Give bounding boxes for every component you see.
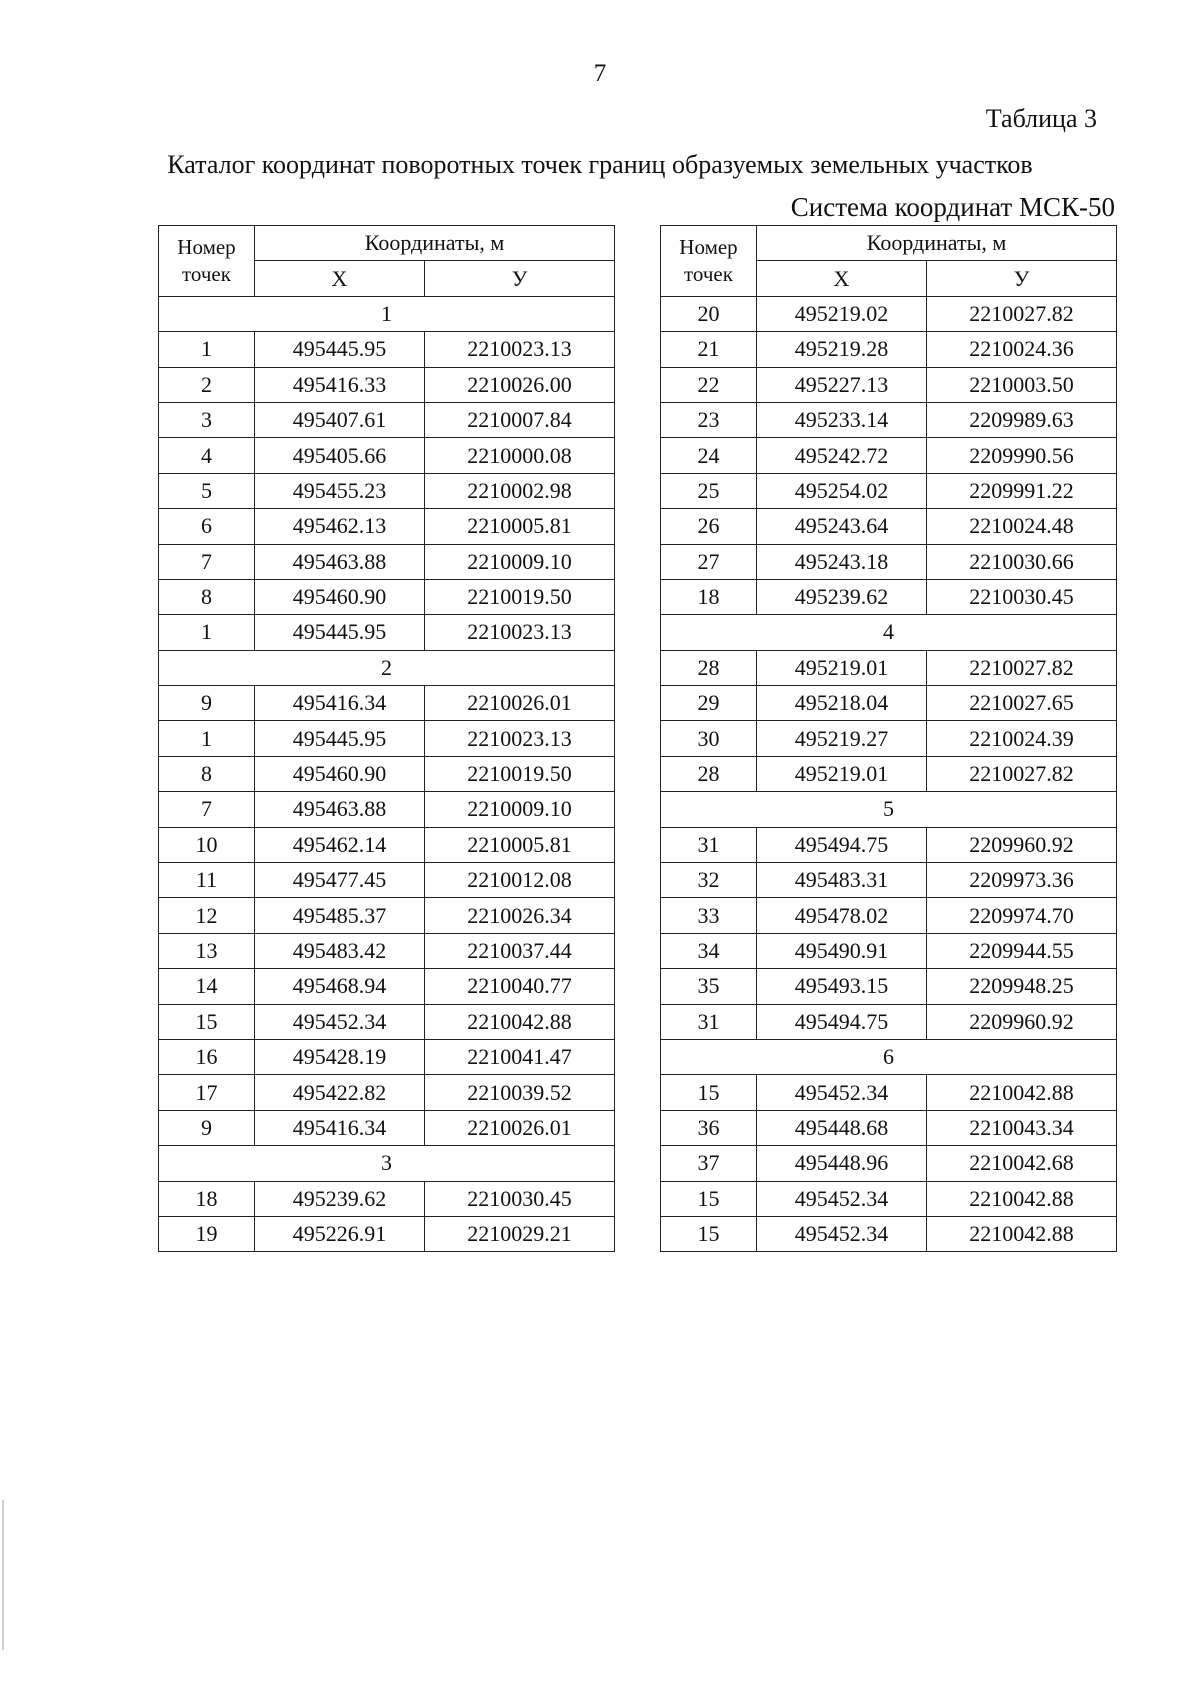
parcel-number: 5 — [661, 792, 1117, 827]
document-title: Каталог координат поворотных точек границ образуемых земельных участков — [167, 150, 1033, 179]
table-row — [159, 402, 615, 437]
x-coordinate-cell: 495452.34 — [255, 1004, 425, 1039]
parcel-group-row — [159, 1146, 615, 1181]
point-number-cell: 31 — [661, 1004, 757, 1039]
x-coordinate-cell: 495483.42 — [255, 933, 425, 968]
point-number-cell: 2 — [159, 367, 255, 402]
point-number-cell: 29 — [661, 686, 757, 721]
point-number-cell: 13 — [159, 933, 255, 968]
table-row — [661, 1146, 1117, 1181]
x-coordinate-cell: 495243.64 — [757, 509, 927, 544]
y-coordinate-cell: 2209989.63 — [927, 402, 1117, 437]
y-coordinate-cell: 2210002.98 — [425, 473, 615, 508]
table-row — [661, 756, 1117, 791]
x-coordinate-cell: 495422.82 — [255, 1075, 425, 1110]
parcel-number: 2 — [159, 650, 615, 685]
point-number-cell: 3 — [159, 402, 255, 437]
point-number-cell: 19 — [159, 1216, 255, 1251]
point-number-cell: 14 — [159, 969, 255, 1004]
x-coordinate-cell: 495494.75 — [757, 827, 927, 862]
x-coordinate-cell: 495416.34 — [255, 1110, 425, 1145]
point-number-cell: 5 — [159, 473, 255, 508]
point-number-cell: 28 — [661, 650, 757, 685]
x-coordinate-cell: 495239.62 — [255, 1181, 425, 1216]
parcel-number: 1 — [159, 296, 615, 331]
table-row — [661, 296, 1117, 331]
header-x: Х — [757, 261, 927, 296]
y-coordinate-cell: 2210026.34 — [425, 898, 615, 933]
table-row — [159, 863, 615, 898]
y-coordinate-cell: 2210042.88 — [927, 1216, 1117, 1251]
point-number-cell: 6 — [159, 509, 255, 544]
parcel-group-row — [661, 792, 1117, 827]
point-number-cell: 11 — [159, 863, 255, 898]
x-coordinate-cell: 495445.95 — [255, 332, 425, 367]
x-coordinate-cell: 495493.15 — [757, 969, 927, 1004]
table-row — [661, 1004, 1117, 1039]
coordinates-table-left — [158, 225, 615, 1252]
x-coordinate-cell: 495452.34 — [757, 1075, 927, 1110]
x-coordinate-cell: 495219.28 — [757, 332, 927, 367]
header-point-number: Номер точек — [661, 226, 757, 297]
x-coordinate-cell: 495460.90 — [255, 756, 425, 791]
y-coordinate-cell: 2210009.10 — [425, 792, 615, 827]
table-row — [159, 1039, 615, 1074]
y-coordinate-cell: 2210012.08 — [425, 863, 615, 898]
point-number-cell: 37 — [661, 1146, 757, 1181]
x-coordinate-cell: 495448.68 — [757, 1110, 927, 1145]
point-number-cell: 7 — [159, 544, 255, 579]
y-coordinate-cell: 2209973.36 — [927, 863, 1117, 898]
table-row — [661, 721, 1117, 756]
y-coordinate-cell: 2209991.22 — [927, 473, 1117, 508]
y-coordinate-cell: 2210039.52 — [425, 1075, 615, 1110]
y-coordinate-cell: 2210030.45 — [927, 579, 1117, 614]
x-coordinate-cell: 495445.95 — [255, 615, 425, 650]
x-coordinate-cell: 495239.62 — [757, 579, 927, 614]
y-coordinate-cell: 2210029.21 — [425, 1216, 615, 1251]
table-row — [661, 579, 1117, 614]
table-row — [159, 756, 615, 791]
point-number-cell: 26 — [661, 509, 757, 544]
table-row — [159, 1004, 615, 1039]
x-coordinate-cell: 495477.45 — [255, 863, 425, 898]
table-row — [661, 1110, 1117, 1145]
x-coordinate-cell: 495226.91 — [255, 1216, 425, 1251]
x-coordinate-cell: 495460.90 — [255, 579, 425, 614]
point-number-cell: 22 — [661, 367, 757, 402]
header-x: Х — [255, 261, 425, 296]
table-row — [661, 1216, 1117, 1251]
point-number-cell: 28 — [661, 756, 757, 791]
point-number-cell: 25 — [661, 473, 757, 508]
x-coordinate-cell: 495490.91 — [757, 933, 927, 968]
y-coordinate-cell: 2210030.66 — [927, 544, 1117, 579]
header-y: У — [425, 261, 615, 296]
x-coordinate-cell: 495242.72 — [757, 438, 927, 473]
point-number-cell: 33 — [661, 898, 757, 933]
point-number-cell: 23 — [661, 402, 757, 437]
point-number-cell: 24 — [661, 438, 757, 473]
scan-edge-mark — [2, 1500, 4, 1650]
table-row — [159, 544, 615, 579]
y-coordinate-cell: 2210042.88 — [927, 1075, 1117, 1110]
x-coordinate-cell: 495405.66 — [255, 438, 425, 473]
table-row — [159, 1216, 615, 1251]
table-row — [159, 615, 615, 650]
point-number-cell: 20 — [661, 296, 757, 331]
y-coordinate-cell: 2210027.82 — [927, 756, 1117, 791]
y-coordinate-cell: 2210043.34 — [927, 1110, 1117, 1145]
header-y: У — [927, 261, 1117, 296]
y-coordinate-cell: 2210024.36 — [927, 332, 1117, 367]
point-number-cell: 21 — [661, 332, 757, 367]
point-number-cell: 30 — [661, 721, 757, 756]
y-coordinate-cell: 2210027.82 — [927, 296, 1117, 331]
y-coordinate-cell: 2210042.88 — [927, 1181, 1117, 1216]
y-coordinate-cell: 2210005.81 — [425, 827, 615, 862]
point-number-cell: 9 — [159, 1110, 255, 1145]
table-row — [661, 402, 1117, 437]
y-coordinate-cell: 2210019.50 — [425, 579, 615, 614]
point-number-cell: 15 — [661, 1181, 757, 1216]
point-number-cell: 17 — [159, 1075, 255, 1110]
y-coordinate-cell: 2210027.65 — [927, 686, 1117, 721]
table-row — [661, 969, 1117, 1004]
table-row — [159, 438, 615, 473]
point-number-cell: 15 — [159, 1004, 255, 1039]
y-coordinate-cell: 2210042.88 — [425, 1004, 615, 1039]
page-number: 7 — [593, 60, 607, 87]
x-coordinate-cell: 495445.95 — [255, 721, 425, 756]
table-row — [661, 686, 1117, 721]
table-row — [159, 686, 615, 721]
y-coordinate-cell: 2210003.50 — [927, 367, 1117, 402]
table-row — [159, 579, 615, 614]
table-row — [159, 721, 615, 756]
parcel-number: 4 — [661, 615, 1117, 650]
x-coordinate-cell: 495227.13 — [757, 367, 927, 402]
y-coordinate-cell: 2209990.56 — [927, 438, 1117, 473]
x-coordinate-cell: 495219.27 — [757, 721, 927, 756]
x-coordinate-cell: 495219.01 — [757, 756, 927, 791]
header-coordinates: Координаты, м — [757, 226, 1117, 261]
point-number-cell: 1 — [159, 332, 255, 367]
table-row — [661, 650, 1117, 685]
parcel-group-row — [661, 1039, 1117, 1074]
y-coordinate-cell: 2210024.48 — [927, 509, 1117, 544]
point-number-cell: 8 — [159, 756, 255, 791]
y-coordinate-cell: 2210023.13 — [425, 332, 615, 367]
table-row — [661, 544, 1117, 579]
point-number-cell: 15 — [661, 1075, 757, 1110]
x-coordinate-cell: 495462.13 — [255, 509, 425, 544]
point-number-cell: 36 — [661, 1110, 757, 1145]
table-row — [159, 1110, 615, 1145]
point-number-cell: 1 — [159, 721, 255, 756]
point-number-cell: 12 — [159, 898, 255, 933]
table-row — [159, 933, 615, 968]
y-coordinate-cell: 2210023.13 — [425, 615, 615, 650]
point-number-cell: 32 — [661, 863, 757, 898]
table-row — [159, 473, 615, 508]
y-coordinate-cell: 2210037.44 — [425, 933, 615, 968]
x-coordinate-cell: 495452.34 — [757, 1181, 927, 1216]
table-row — [159, 827, 615, 862]
header-coordinates: Координаты, м — [255, 226, 615, 261]
y-coordinate-cell: 2210019.50 — [425, 756, 615, 791]
point-number-cell: 7 — [159, 792, 255, 827]
x-coordinate-cell: 495462.14 — [255, 827, 425, 862]
x-coordinate-cell: 495416.33 — [255, 367, 425, 402]
x-coordinate-cell: 495452.34 — [757, 1216, 927, 1251]
parcel-group-row — [661, 615, 1117, 650]
point-number-cell: 27 — [661, 544, 757, 579]
table-row — [159, 792, 615, 827]
x-coordinate-cell: 495455.23 — [255, 473, 425, 508]
x-coordinate-cell: 495219.01 — [757, 650, 927, 685]
point-number-cell: 4 — [159, 438, 255, 473]
y-coordinate-cell: 2209960.92 — [927, 1004, 1117, 1039]
x-coordinate-cell: 495243.18 — [757, 544, 927, 579]
point-number-cell: 18 — [159, 1181, 255, 1216]
y-coordinate-cell: 2210009.10 — [425, 544, 615, 579]
x-coordinate-cell: 495428.19 — [255, 1039, 425, 1074]
table-row — [661, 332, 1117, 367]
y-coordinate-cell: 2209960.92 — [927, 827, 1117, 862]
x-coordinate-cell: 495448.96 — [757, 1146, 927, 1181]
x-coordinate-cell: 495233.14 — [757, 402, 927, 437]
table-label: Таблица 3 — [985, 104, 1097, 133]
table-row — [159, 1181, 615, 1216]
y-coordinate-cell: 2210042.68 — [927, 1146, 1117, 1181]
table-row — [159, 898, 615, 933]
x-coordinate-cell: 495478.02 — [757, 898, 927, 933]
point-number-cell: 9 — [159, 686, 255, 721]
y-coordinate-cell: 2210026.00 — [425, 367, 615, 402]
table-row — [159, 332, 615, 367]
y-coordinate-cell: 2210000.08 — [425, 438, 615, 473]
point-number-cell: 15 — [661, 1216, 757, 1251]
table-row — [159, 969, 615, 1004]
x-coordinate-cell: 495219.02 — [757, 296, 927, 331]
y-coordinate-cell: 2210024.39 — [927, 721, 1117, 756]
coordinates-table-right — [660, 225, 1117, 1252]
point-number-cell: 8 — [159, 579, 255, 614]
x-coordinate-cell: 495463.88 — [255, 792, 425, 827]
table-row — [159, 1075, 615, 1110]
table-row — [661, 827, 1117, 862]
table-row — [159, 367, 615, 402]
point-number-cell: 31 — [661, 827, 757, 862]
table-row — [661, 1181, 1117, 1216]
y-coordinate-cell: 2210026.01 — [425, 686, 615, 721]
x-coordinate-cell: 495407.61 — [255, 402, 425, 437]
y-coordinate-cell: 2210005.81 — [425, 509, 615, 544]
parcel-group-row — [159, 650, 615, 685]
x-coordinate-cell: 495463.88 — [255, 544, 425, 579]
x-coordinate-cell: 495485.37 — [255, 898, 425, 933]
x-coordinate-cell: 495494.75 — [757, 1004, 927, 1039]
point-number-cell: 35 — [661, 969, 757, 1004]
table-row — [661, 933, 1117, 968]
table-row — [661, 1075, 1117, 1110]
y-coordinate-cell: 2209944.55 — [927, 933, 1117, 968]
y-coordinate-cell: 2210041.47 — [425, 1039, 615, 1074]
y-coordinate-cell: 2210027.82 — [927, 650, 1117, 685]
x-coordinate-cell: 495254.02 — [757, 473, 927, 508]
x-coordinate-cell: 495483.31 — [757, 863, 927, 898]
y-coordinate-cell: 2210026.01 — [425, 1110, 615, 1145]
coordinate-system-label: Система координат МСК-50 — [790, 192, 1115, 222]
y-coordinate-cell: 2210023.13 — [425, 721, 615, 756]
point-number-cell: 16 — [159, 1039, 255, 1074]
table-row — [661, 898, 1117, 933]
x-coordinate-cell: 495416.34 — [255, 686, 425, 721]
header-point-number: Номер точек — [159, 226, 255, 297]
y-coordinate-cell: 2210030.45 — [425, 1181, 615, 1216]
table-row — [661, 863, 1117, 898]
point-number-cell: 10 — [159, 827, 255, 862]
table-row — [661, 367, 1117, 402]
y-coordinate-cell: 2209948.25 — [927, 969, 1117, 1004]
parcel-group-row — [159, 296, 615, 331]
y-coordinate-cell: 2209974.70 — [927, 898, 1117, 933]
table-row — [661, 473, 1117, 508]
table-row — [159, 509, 615, 544]
y-coordinate-cell: 2210007.84 — [425, 402, 615, 437]
table-row — [661, 438, 1117, 473]
y-coordinate-cell: 2210040.77 — [425, 969, 615, 1004]
parcel-number: 6 — [661, 1039, 1117, 1074]
point-number-cell: 18 — [661, 579, 757, 614]
point-number-cell: 1 — [159, 615, 255, 650]
x-coordinate-cell: 495468.94 — [255, 969, 425, 1004]
table-row — [661, 509, 1117, 544]
point-number-cell: 34 — [661, 933, 757, 968]
x-coordinate-cell: 495218.04 — [757, 686, 927, 721]
parcel-number: 3 — [159, 1146, 615, 1181]
